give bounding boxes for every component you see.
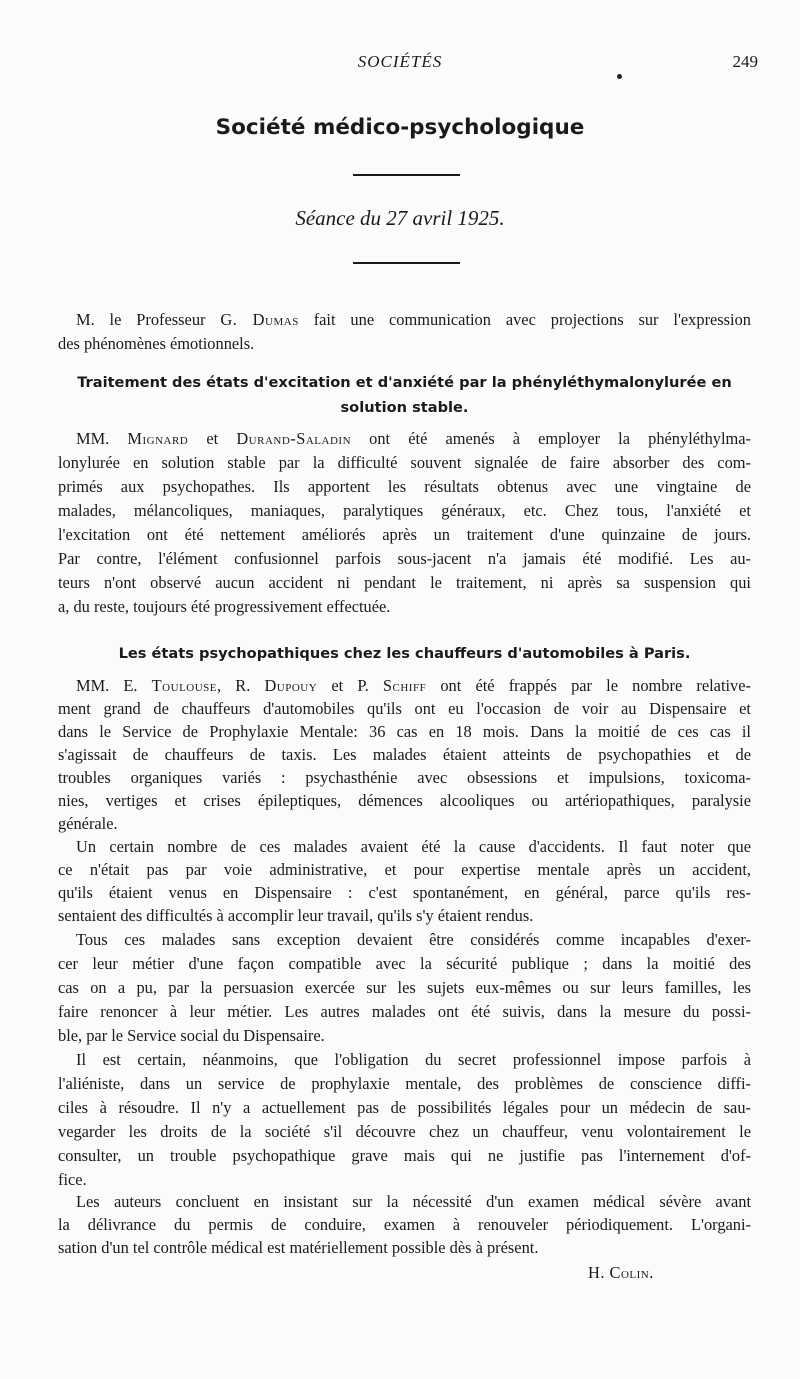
author-name: G. Dumas bbox=[220, 310, 299, 329]
section2-line-21: consulter, un trouble psychopathique grave mais qui ne justifie pas l'internement d'of- bbox=[58, 1146, 751, 1165]
text: et P. bbox=[317, 676, 383, 695]
section2-line-18: l'aliéniste, dans un service de prophylaxie mentale, des problèmes de conscience diffi- bbox=[58, 1074, 751, 1093]
section2-line-25: sation d'un tel contrôle médical est matériellement possible dès à présent. bbox=[58, 1238, 539, 1257]
page-number: 249 bbox=[732, 52, 758, 71]
section1-line-3: primés aux psychopathes. Ils apportent les résultats obtenus avec une vingtaine de bbox=[58, 477, 751, 496]
section2-line-9: ce n'était pas par voie administrative, et pour expertise mentale après un accident, bbox=[58, 860, 751, 879]
section2-line-7: générale. bbox=[58, 814, 118, 833]
section2-line-4: s'agissait de chauffeurs de taxis. Les malades étaient atteints de psychopathies et de bbox=[58, 745, 751, 764]
signature: H. Colin. bbox=[588, 1263, 654, 1282]
text: fait une communication avec projections sur l'expression bbox=[298, 310, 752, 329]
session-date: Séance du 27 avril 1925. bbox=[295, 206, 505, 230]
text: ont été frappés par le nombre relative- bbox=[426, 676, 751, 695]
session-rule bbox=[353, 262, 460, 264]
section2-line-19: ciles à résoudre. Il n'y a actuellement pas de possibilités légales pour un médecin de sau- bbox=[58, 1098, 751, 1117]
intro-line-1 bbox=[76, 310, 751, 330]
section2-line-15: faire renoncer à leur métier. Les autres malades ont été suivis, dans la mesure du possi- bbox=[58, 1002, 751, 1021]
section1-line-4: malades, mélancoliques, maniaques, paralytiques généraux, etc. Chez tous, l'anxiété et bbox=[58, 501, 751, 520]
author-name: Toulouse bbox=[151, 676, 218, 695]
section2-line-6: nies, vertiges et crises épileptiques, démences alcooliques ou artériopathiques, paralysie bbox=[58, 791, 751, 810]
section1-heading-line-1: Traitement des états d'excitation et d'anxiété par la phényléthymalonylurée en bbox=[77, 374, 732, 391]
section1-line-1 bbox=[76, 429, 751, 449]
section2-line-23: Les auteurs concluent en insistant sur la nécessité d'un examen médical sévère avant bbox=[76, 1192, 751, 1211]
section2-line-1 bbox=[76, 676, 751, 696]
text: M. le Professeur bbox=[76, 310, 221, 329]
author-name: Durand-Saladin bbox=[236, 429, 352, 448]
section2-line-10: qu'ils étaient venus en Dispensaire : c'est spontanément, en général, parce qu'ils res- bbox=[58, 883, 751, 902]
intro-line-2: des phénomènes émotionnels. bbox=[58, 334, 255, 353]
section1-line-8: a, du reste, toujours été progressivement effectuée. bbox=[58, 597, 391, 616]
section1-line-7: teurs n'ont observé aucun accident ni pendant le traitement, ni après sa suspension qui bbox=[58, 573, 751, 592]
section2-line-16: ble, par le Service social du Dispensaire. bbox=[58, 1026, 325, 1045]
section2-heading: Les états psychopathiques chez les chauffeurs d'automobiles à Paris. bbox=[118, 645, 691, 662]
text: MM. E. bbox=[76, 676, 152, 695]
author-name: Mignard bbox=[127, 429, 189, 448]
printing-dot bbox=[617, 74, 622, 79]
running-head: SOCIÉTÉS bbox=[357, 52, 443, 71]
section2-line-13: cer leur métier d'une façon compatible avec la sécurité publique ; dans la moitié des bbox=[58, 954, 751, 973]
text: ont été amenés à employer la phényléthylma- bbox=[351, 429, 752, 448]
section2-line-3: dans le Service de Prophylaxie Mentale: 36 cas en 18 mois. Dans la moitié de ces cas il bbox=[58, 722, 751, 741]
section1-line-2: lonylurée en solution stable par la difficulté souvent signalée de faire absorber des com- bbox=[58, 453, 751, 472]
section2-line-11: sentaient des difficultés à accomplir leur travail, qu'ils s'y étaient rendus. bbox=[58, 906, 534, 925]
title-rule bbox=[353, 174, 460, 176]
section2-line-20: vegarder les droits de la société s'il découvre chez un chauffeur, venu volontairement le bbox=[58, 1122, 751, 1141]
society-title: Société médico-psychologique bbox=[215, 115, 585, 140]
section2-line-14: cas on a pu, par la persuasion exercée sur les sujets eux-mêmes ou sur leurs familles, les bbox=[58, 978, 751, 997]
section2-line-24: la délivrance du permis de conduire, examen à renouveler périodiquement. L'organi- bbox=[58, 1215, 751, 1234]
author-name: Schiff bbox=[382, 676, 427, 695]
text: MM. bbox=[76, 429, 128, 448]
section1-line-6: Par contre, l'élément confusionnel parfois sous-jacent n'a jamais été modifié. Les au- bbox=[58, 549, 751, 568]
author-name: Dupouy bbox=[264, 676, 318, 695]
section2-line-17: Il est certain, néanmoins, que l'obligation du secret professionnel impose parfois à bbox=[76, 1050, 751, 1069]
text: et bbox=[188, 429, 237, 448]
section1-line-5: l'excitation ont été nettement améliorés après un traitement d'une quinzaine de jours. bbox=[58, 525, 751, 544]
section2-line-22: fice. bbox=[58, 1170, 87, 1189]
section1-heading-line-2: solution stable. bbox=[340, 399, 469, 416]
section2-line-2: ment grand de chauffeurs d'automobiles qu'ils ont eu l'occasion de voir au Dispensaire et bbox=[58, 699, 751, 718]
section2-line-12: Tous ces malades sans exception devaient être considérés comme incapables d'exer- bbox=[76, 930, 751, 949]
text: , R. bbox=[217, 676, 265, 695]
section2-line-5: troubles organiques variés : psychasthénie avec obsessions et impulsions, toxicoma- bbox=[58, 768, 751, 787]
section2-line-8: Un certain nombre de ces malades avaient été la cause d'accidents. Il faut noter que bbox=[76, 837, 751, 856]
